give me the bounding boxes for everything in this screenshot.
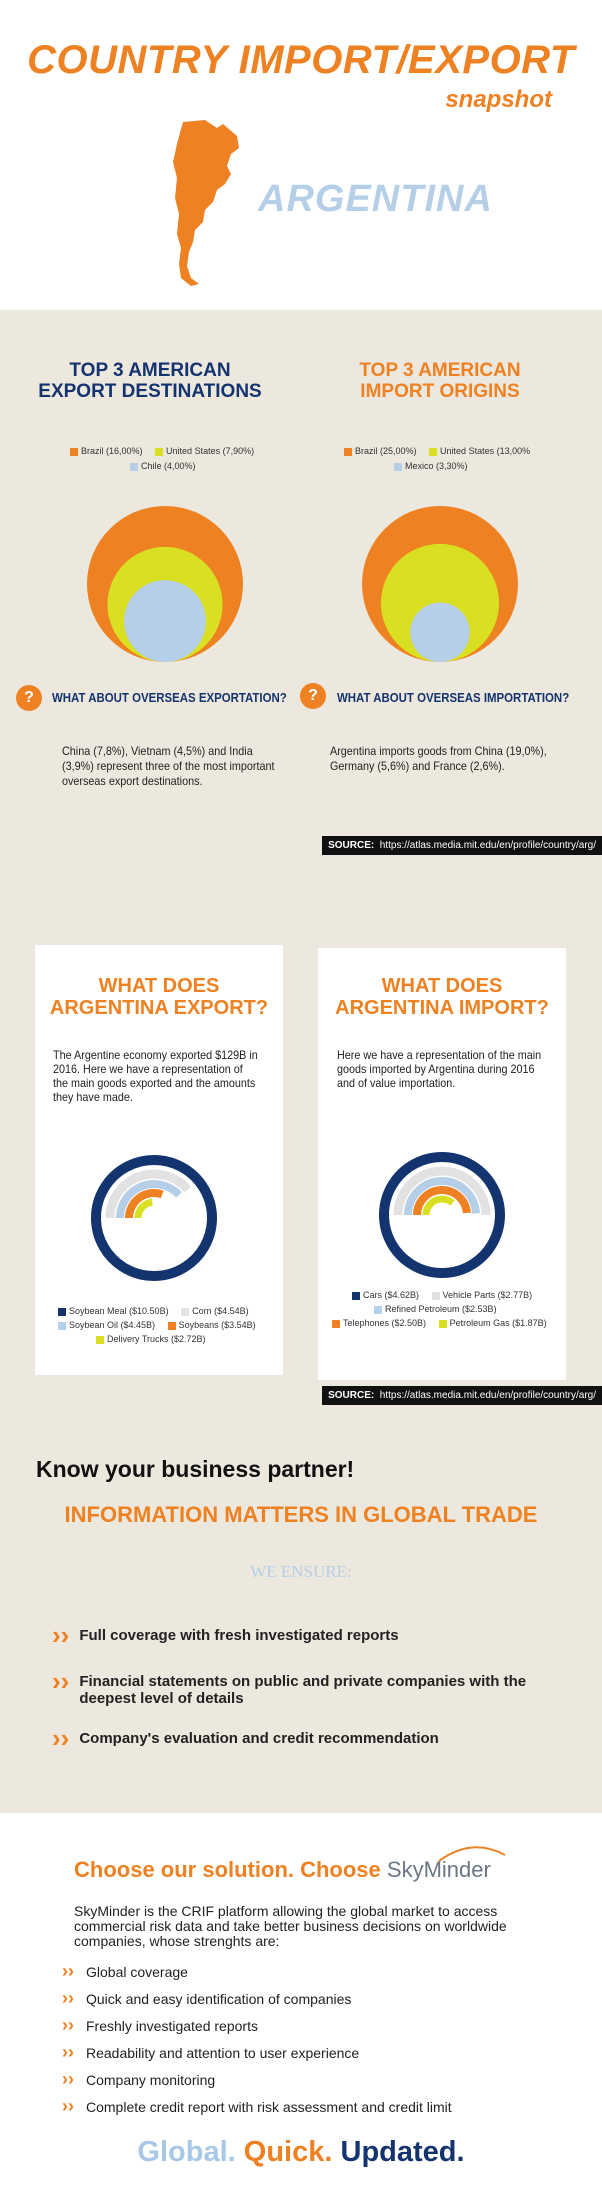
page-title: COUNTRY IMPORT/EXPORT bbox=[27, 38, 575, 82]
legend-swatch bbox=[344, 448, 352, 456]
chevron-right-icon: ›› bbox=[62, 2069, 74, 2089]
export-destinations-title-line1: TOP 3 AMERICAN bbox=[69, 360, 231, 381]
import-card-legend bbox=[332, 1290, 566, 1328]
export-card-title bbox=[35, 975, 283, 1019]
list-item bbox=[62, 2039, 582, 2066]
export-card-legend bbox=[58, 1306, 278, 1344]
legend-label: Vehicle Parts ($2.77B) bbox=[442, 1290, 533, 1300]
legend-label: Soybeans ($3.54B) bbox=[178, 1320, 256, 1330]
list-item-text: Full coverage with fresh investigated reports bbox=[79, 1627, 399, 1644]
chevron-right-icon: ›› bbox=[62, 2096, 74, 2116]
legend-swatch bbox=[332, 1320, 340, 1328]
legend-label: Telephones ($2.50B) bbox=[343, 1318, 427, 1328]
list-item bbox=[52, 1723, 572, 1753]
export-destinations-title bbox=[20, 360, 280, 402]
list-item bbox=[62, 1958, 582, 1985]
source-label: SOURCE: bbox=[328, 1390, 375, 1401]
legend-swatch bbox=[181, 1308, 189, 1316]
solution-description: SkyMinder is the CRIF platform allowing the global market to access commercial risk data and take better business decisions on worldwide companies, whose strenghts are: bbox=[74, 1903, 507, 1949]
partner-tagline: INFORMATION MATTERS IN GLOBAL TRADE bbox=[64, 1502, 538, 1527]
export-bubble-chart bbox=[80, 500, 250, 670]
legend-swatch bbox=[96, 1336, 104, 1344]
footer-word-updated: Updated. bbox=[340, 2136, 465, 2168]
import-card-title bbox=[318, 975, 566, 1019]
legend-swatch bbox=[374, 1306, 382, 1314]
source-link[interactable]: https://atlas.media.mit.edu/en/profile/country/arg/ bbox=[379, 1390, 596, 1401]
export-card-text: The Argentine economy exported $129B in 2016. Here we have a representation of the main goods exported and the amounts they have made. bbox=[53, 1048, 258, 1104]
legend-swatch bbox=[352, 1292, 360, 1300]
chevron-right-icon: ›› bbox=[52, 1723, 70, 1753]
legend-swatch bbox=[429, 448, 437, 456]
legend-swatch bbox=[155, 448, 163, 456]
list-item bbox=[62, 2093, 582, 2120]
import-origins-title bbox=[320, 360, 560, 402]
legend-swatch bbox=[130, 463, 138, 471]
list-item-text: Complete credit report with risk assessment and credit limit bbox=[86, 2098, 452, 2115]
source-label: SOURCE: bbox=[328, 840, 375, 851]
solution-heading-text: Choose our solution. Choose bbox=[74, 1857, 381, 1882]
legend-swatch bbox=[394, 463, 402, 471]
page-subtitle: snapshot bbox=[445, 86, 552, 113]
skyminder-logo bbox=[387, 1857, 491, 1882]
chevron-right-icon: ›› bbox=[62, 2042, 74, 2062]
import-origins-title-line2: IMPORT ORIGINS bbox=[360, 381, 520, 402]
chevron-right-icon: ›› bbox=[62, 1988, 74, 2008]
overseas-import-question: WHAT ABOUT OVERSEAS IMPORTATION? bbox=[337, 690, 570, 705]
legend-swatch bbox=[432, 1292, 440, 1300]
bubble-chile bbox=[124, 580, 206, 662]
import-card-text: Here we have a representation of the main goods imported by Argentina during 2016 and of value importation. bbox=[337, 1048, 542, 1090]
export-destinations-legend bbox=[70, 446, 290, 471]
legend-label: Corn ($4.54B) bbox=[192, 1306, 249, 1316]
source-citation bbox=[322, 1386, 602, 1405]
radial-bar-petroleum-gas bbox=[426, 1199, 453, 1215]
list-item-text: Readability and attention to user experience bbox=[86, 2044, 360, 2061]
legend-swatch bbox=[70, 448, 78, 456]
list-item-text: Financial statements on public and private companies with the deepest level of details bbox=[79, 1673, 527, 1707]
chevron-right-icon: ›› bbox=[52, 1666, 70, 1696]
source-link[interactable]: https://atlas.media.mit.edu/en/profile/country/arg/ bbox=[379, 840, 596, 851]
legend-label: Brazil (16,00%) bbox=[81, 446, 143, 456]
import-radial-chart bbox=[372, 1145, 512, 1285]
legend-swatch bbox=[439, 1320, 447, 1328]
ensure-label: WE ENSURE: bbox=[250, 1562, 352, 1581]
legend-label: Soybean Meal ($10.50B) bbox=[69, 1306, 169, 1316]
list-item bbox=[62, 2066, 582, 2093]
overseas-import-text: Argentina imports goods from China (19,0%), Germany (5,6%) and France (2,6%). bbox=[330, 744, 547, 773]
legend-label: Mexico (3,30%) bbox=[405, 461, 468, 471]
import-bubble-chart bbox=[355, 500, 525, 670]
import-card-title-line2: ARGENTINA IMPORT? bbox=[335, 997, 549, 1019]
legend-label: Delivery Trucks ($2.72B) bbox=[107, 1334, 206, 1344]
legend-label: United States (13,00% bbox=[440, 446, 531, 456]
export-radial-chart bbox=[84, 1148, 224, 1288]
list-item-text: Company monitoring bbox=[86, 2071, 216, 2088]
list-item bbox=[52, 1620, 572, 1650]
list-item-text: Freshly investigated reports bbox=[86, 2017, 258, 2034]
legend-swatch bbox=[168, 1322, 176, 1330]
source-citation bbox=[322, 836, 602, 855]
list-item-text: Quick and easy identification of companies bbox=[86, 1990, 352, 2007]
legend-swatch bbox=[58, 1322, 66, 1330]
list-item bbox=[62, 1985, 582, 2012]
argentina-map-icon bbox=[165, 118, 245, 288]
export-card-title-line2: ARGENTINA EXPORT? bbox=[49, 997, 269, 1019]
list-item bbox=[62, 2012, 582, 2039]
footer-word-quick: Quick. bbox=[243, 2136, 333, 2168]
legend-label: Cars ($4.62B) bbox=[363, 1290, 420, 1300]
legend-label: United States (7,90%) bbox=[166, 446, 255, 456]
legend-label: Soybean Oil ($4.45B) bbox=[69, 1320, 156, 1330]
solution-list bbox=[62, 1958, 582, 2120]
legend-label: Chile (4,00%) bbox=[141, 461, 196, 471]
partner-list bbox=[52, 1620, 572, 1753]
chevron-right-icon: ›› bbox=[62, 1961, 74, 1981]
import-origins-title-line1: TOP 3 AMERICAN bbox=[359, 360, 521, 381]
list-item-text: Company's evaluation and credit recommendation bbox=[79, 1730, 439, 1747]
chevron-right-icon: ›› bbox=[52, 1620, 70, 1650]
country-name: ARGENTINA bbox=[258, 178, 493, 220]
import-origins-legend bbox=[344, 446, 574, 471]
radial-bar-delivery-trucks bbox=[138, 1202, 152, 1218]
bubble-mexico bbox=[410, 602, 470, 662]
brand-name: SkyMinder bbox=[386, 1857, 491, 1882]
footer-slogan bbox=[0, 2136, 602, 2169]
overseas-export-text: China (7,8%), Vietnam (4,5%) and India (3,9%) represent three of the most important overseas export destinations. bbox=[62, 744, 275, 788]
legend-label: Brazil (25,00%) bbox=[355, 446, 417, 456]
export-destinations-title-line2: EXPORT DESTINATIONS bbox=[38, 381, 262, 402]
legend-label: Petroleum Gas ($1.87B) bbox=[449, 1318, 547, 1328]
legend-label: Refined Petroleum ($2.53B) bbox=[385, 1304, 497, 1314]
list-item-text: Global coverage bbox=[86, 1963, 188, 1980]
legend-swatch bbox=[58, 1308, 66, 1316]
solution-heading bbox=[74, 1857, 491, 1883]
list-item bbox=[52, 1666, 572, 1707]
overseas-export-question: WHAT ABOUT OVERSEAS EXPORTATION? bbox=[52, 690, 287, 705]
question-icon: ? bbox=[300, 683, 326, 709]
logo-arc-icon bbox=[437, 1843, 507, 1863]
chevron-right-icon: ›› bbox=[62, 2015, 74, 2035]
footer-word-global: Global. bbox=[137, 2136, 236, 2168]
question-icon: ? bbox=[16, 685, 42, 711]
import-card-title-line1: WHAT DOES bbox=[381, 975, 503, 997]
partner-heading: Know your business partner! bbox=[36, 1456, 355, 1482]
export-card-title-line1: WHAT DOES bbox=[98, 975, 220, 997]
